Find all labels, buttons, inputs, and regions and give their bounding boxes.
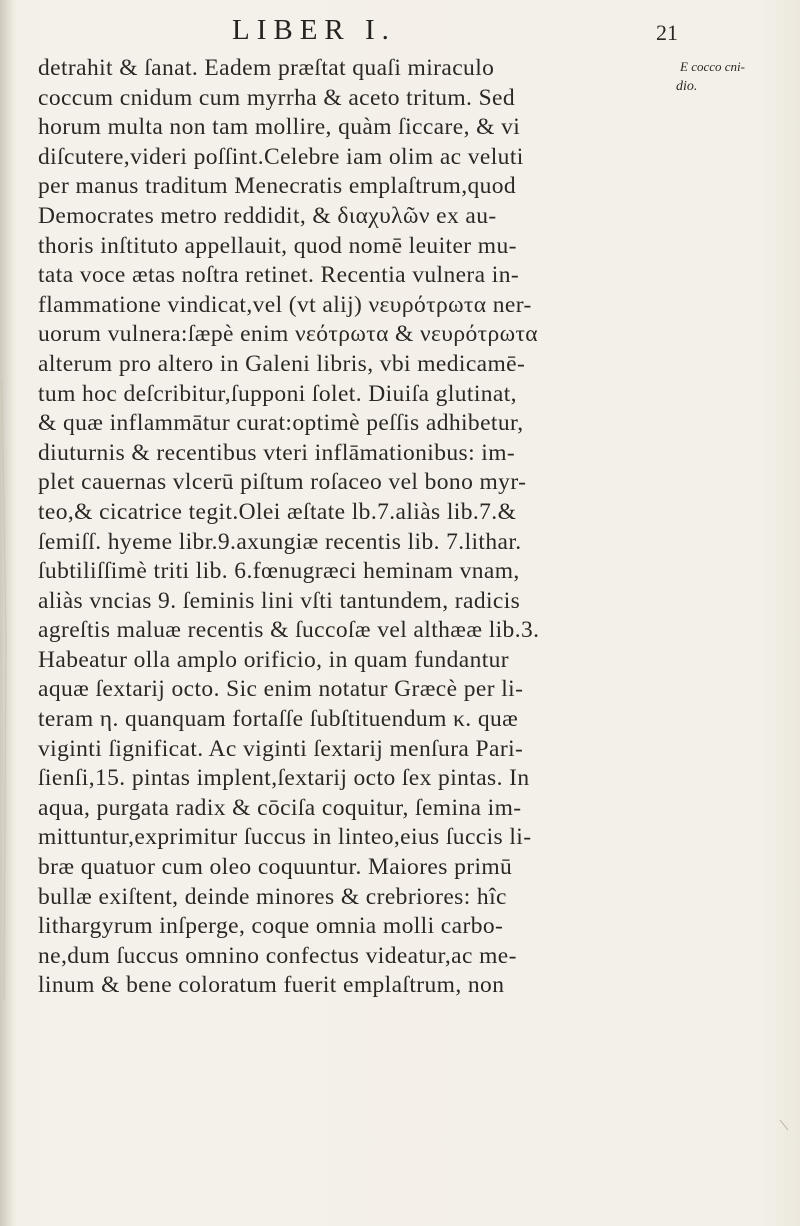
text-line: ne,dum ſuccus omnino confectus videatur,ac me- xyxy=(38,942,517,969)
text-line: flammatione vindicat,vel (vt alij) νευρότρωτα ner- xyxy=(38,291,532,318)
text-line: linum & bene coloratum fuerit emplaſtrum, non xyxy=(38,972,505,999)
text-line: detrahit & ſanat. Eadem præſtat quaſi miraculo xyxy=(38,55,495,81)
text-line: teram η. quanquam fortaſſe ſubſtituendum κ. quæ xyxy=(38,706,519,733)
margin-note-line-1: E cocco cni- xyxy=(680,59,745,74)
page-number: 21 xyxy=(656,20,678,45)
text-line: aquæ ſextarij octo. Sic enim notatur Græcè per li- xyxy=(38,676,524,703)
text-line: tata voce ætas noſtra retinet. Recentia vulnera in- xyxy=(38,262,520,289)
text-line: lithargyrum inſperge, coque omnia molli carbo- xyxy=(38,913,504,940)
running-title: LIBER I. xyxy=(232,14,396,46)
margin-note-line-2: dio. xyxy=(676,79,698,94)
text-line: aliàs vncias 9. ſeminis lini vſti tantundem, radicis xyxy=(38,587,521,614)
text-line: uorum vulnera:ſæpè enim νεότρωτα & νευρότρωτα xyxy=(38,321,539,348)
text-line: ſemiſſ. hyeme libr.9.axungiæ recentis lib. 7.lithar. xyxy=(38,528,522,555)
text-line: viginti ſignificat. Ac viginti ſextarij menſura Pari- xyxy=(38,735,524,762)
text-line: alterum pro altero in Galeni libris, vbi medicamē- xyxy=(38,350,526,377)
text-line: thoris inſtituto appellauit, quod nomē leuiter mu- xyxy=(38,232,517,259)
text-line: aqua, purgata radix & cōciſa coquitur, ſemina im- xyxy=(38,794,522,821)
text-line: ſienſi,15. pintas implent,ſextarij octo ſex pintas. In xyxy=(38,765,530,792)
text-line: diuturnis & recentibus vteri inflāmationibus: im- xyxy=(38,439,516,466)
text-line: Democrates metro reddidit, & διαχυλῶν ex au- xyxy=(38,202,497,229)
text-line: horum multa non tam mollire, quàm ſiccare, & vi xyxy=(38,114,521,141)
text-line: plet cauernas vlcerū piſtum roſaceo vel bono myr- xyxy=(38,469,527,496)
text-line: bullæ exiſtent, deinde minores & crebriores: hîc xyxy=(38,883,507,910)
page-edge-mark xyxy=(780,1120,788,1130)
text-line: ſubtiliſſimè triti lib. 6.fœnugræci heminam vnam, xyxy=(38,558,520,585)
text-line: & quæ inflammātur curat:optimè peſſis adhibetur, xyxy=(38,410,524,437)
text-line: per manus traditum Menecratis emplaſtrum,quod xyxy=(38,173,517,200)
text-line: bræ quatuor cum oleo coquuntur. Maiores primū xyxy=(38,854,513,881)
text-line: Habeatur olla amplo orificio, in quam fundantur xyxy=(38,646,510,673)
text-line: mittuntur,exprimitur ſuccus in linteo,eius ſuccis li- xyxy=(38,824,532,851)
margin-stain-line xyxy=(2,380,6,1000)
text-line: tum hoc deſcribitur,ſupponi ſolet. Diuiſa glutinat, xyxy=(38,380,517,407)
text-line: teo,& cicatrice tegit.Olei æſtate lb.7.aliàs lib.7.& xyxy=(38,498,517,525)
text-line: agreſtis maluæ recentis & ſuccoſæ vel althææ lib.3. xyxy=(38,617,540,644)
text-line: diſcutere,videri poſſint.Celebre iam olim ac veluti xyxy=(38,143,524,170)
text-line: coccum cnidum cum myrrha & aceto tritum. Sed xyxy=(38,84,516,111)
